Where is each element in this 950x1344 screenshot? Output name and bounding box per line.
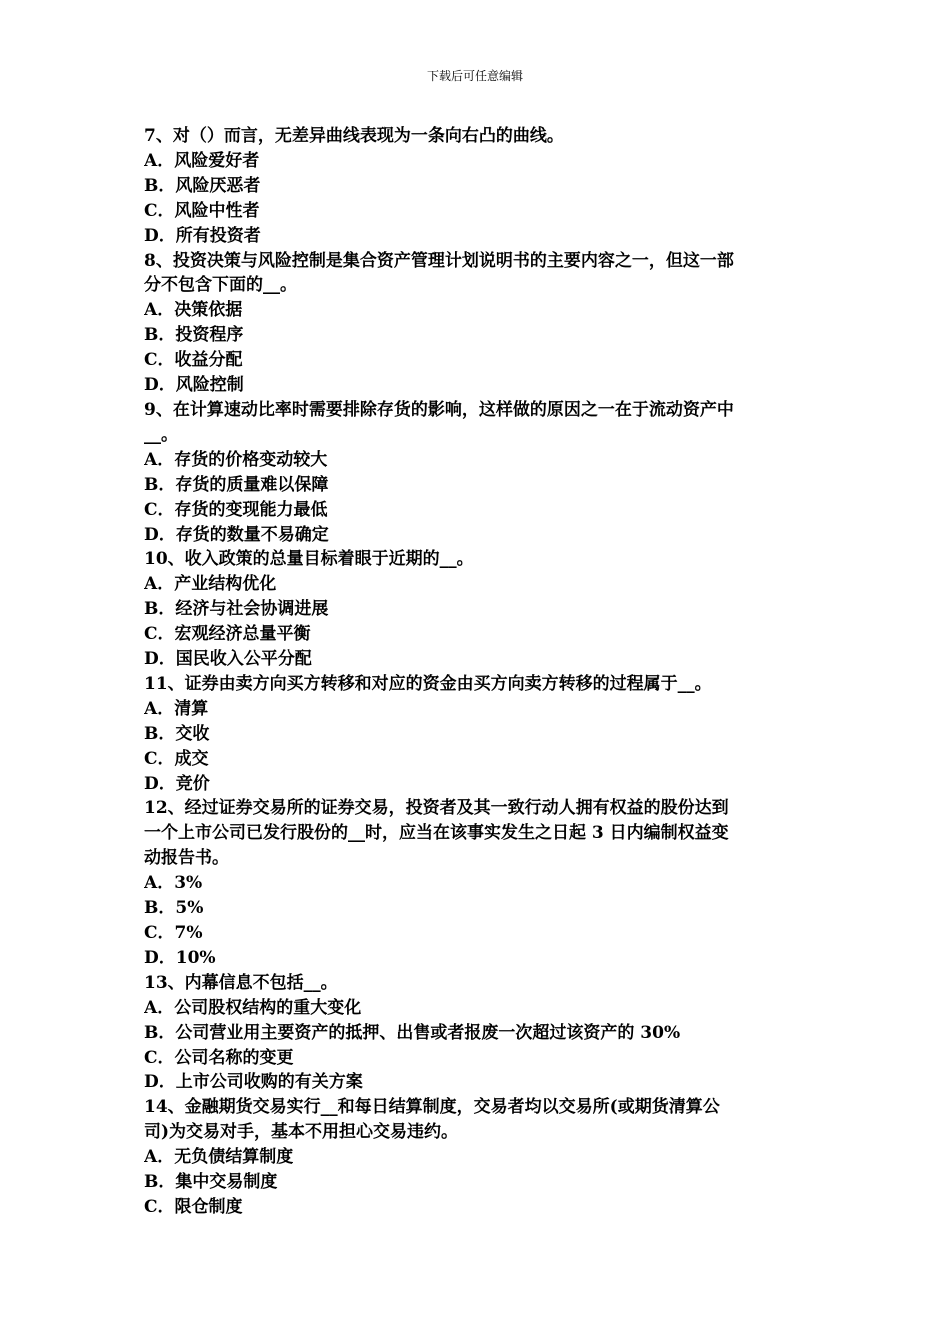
page-header: 下载后可任意编辑 [426,69,523,83]
text-line: A．无负债结算制度 [144,1147,294,1168]
text-line: 13、内幕信息不包括__。 [144,972,338,993]
text-line: A．3% [144,873,203,894]
text-line: 一个上市公司已发行股份的__时，应当在该事实发生之日起 3 日内编制权益变 [144,823,729,844]
text-line: 11、证券由卖方向买方转移和对应的资金由买方向卖方转移的过程属于__。 [144,673,712,694]
text-line: C．限仓制度 [144,1196,243,1217]
text-line: C．存货的变现能力最低 [144,499,328,520]
text-line: 司)为交易对手，基本不用担心交易违约。 [144,1122,459,1143]
text-line: B．投资程序 [144,325,244,346]
text-line: D．竞价 [144,773,210,794]
text-line: 分不包含下面的__。 [144,275,297,296]
text-line: 动报告书。 [144,848,229,869]
text-line: D．风险控制 [144,375,244,396]
text-line: 12、经过证券交易所的证券交易，投资者及其一致行动人拥有权益的股份达到 [144,798,729,819]
text-line: 10、收入政策的总量目标着眼于近期的__。 [144,549,474,570]
text-line: C．成交 [144,748,209,769]
text-line: B．5% [144,898,204,919]
text-line: B．交收 [144,723,210,744]
text-line: C．公司名称的变更 [144,1047,294,1068]
text-line: A．清算 [144,698,209,719]
text-line: D．存货的数量不易确定 [144,524,329,545]
text-line: B．集中交易制度 [144,1172,278,1193]
text-line: D．10% [144,947,216,968]
text-line: A．存货的价格变动较大 [144,449,328,470]
text-line: D．上市公司收购的有关方案 [144,1072,363,1093]
text-line: 7、对（）而言，无差异曲线表现为一条向右凸的曲线。 [144,126,564,146]
text-line: B．风险厌恶者 [144,175,261,196]
text-line: A．公司股权结构的重大变化 [144,997,362,1018]
text-line: C．宏观经济总量平衡 [144,624,311,645]
text-line: 8、投资决策与风险控制是集合资产管理计划说明书的主要内容之一，但这一部 [144,250,734,271]
text-line: A．产业结构优化 [144,574,277,595]
text-line: C．风险中性者 [144,200,260,221]
document-body [144,124,812,1220]
text-line: B．公司营业用主要资产的抵押、出售或者报废一次超过该资产的 30% [144,1022,681,1043]
text-line: A．风险爱好者 [144,150,260,171]
text-line: 9、在计算速动比率时需要排除存货的影响，这样做的原因之一在于流动资产中 [144,399,734,420]
text-line: __。 [144,424,178,445]
text-line: 14、金融期货交易实行__和每日结算制度，交易者均以交易所(或期货清算公 [144,1097,720,1118]
text-line: B．经济与社会协调进展 [144,599,329,620]
text-line: C．收益分配 [144,350,243,371]
text-line: D．所有投资者 [144,225,261,246]
text-line: C．7% [144,923,203,943]
text-line: D．国民收入公平分配 [144,649,312,670]
text-line: B．存货的质量难以保障 [144,474,329,495]
text-line: A．决策依据 [144,300,243,321]
